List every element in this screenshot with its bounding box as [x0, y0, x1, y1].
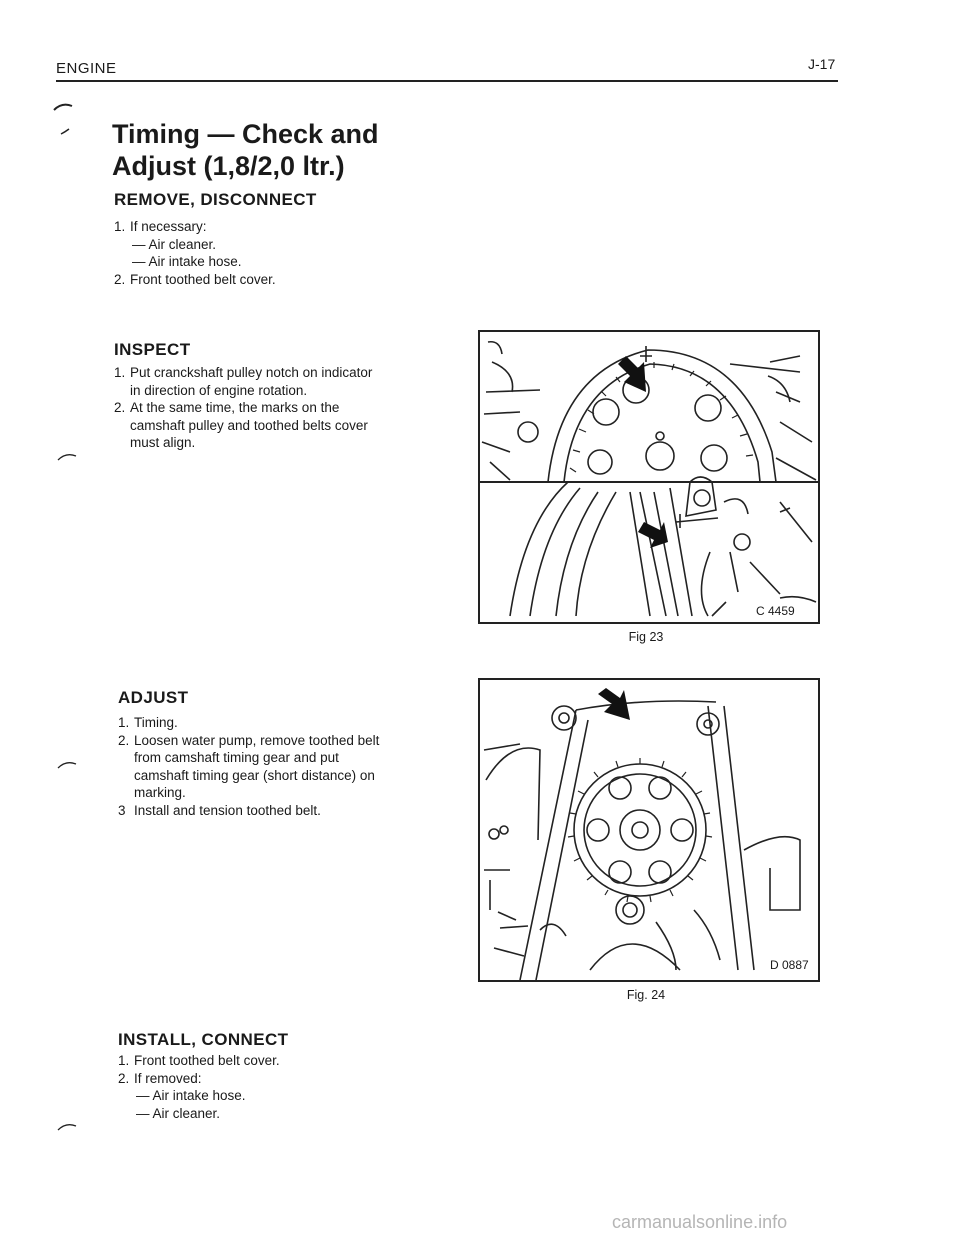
margin-mark-1	[52, 102, 74, 112]
inspect-list	[114, 364, 444, 452]
list-subitem: — Air cleaner.	[132, 236, 217, 252]
margin-mark-4	[56, 760, 78, 770]
list-item: 2. If removed:	[118, 1070, 202, 1086]
header-rule	[56, 80, 838, 82]
list-item: 1. Front toothed belt cover.	[118, 1053, 280, 1068]
list-item: 3 Install and tension toothed belt.	[118, 802, 321, 818]
page-number: J-17	[808, 56, 836, 72]
page-title-line-1: Timing — Check and	[112, 119, 379, 149]
adjust-list	[118, 714, 448, 819]
remove-list	[114, 218, 434, 288]
margin-mark-5	[56, 1122, 78, 1132]
list-item: 1. Timing.	[118, 715, 178, 730]
figure-23	[478, 330, 820, 624]
list-subitem: — Air cleaner.	[136, 1105, 221, 1121]
running-header-section: ENGINE	[56, 60, 117, 77]
figure-24-code: D 0887	[770, 958, 809, 972]
install-list	[118, 1052, 438, 1122]
page-title	[112, 118, 379, 182]
list-subitem: — Air intake hose.	[132, 254, 242, 269]
page-title-line-2: Adjust (1,8/2,0 ltr.)	[112, 151, 345, 181]
margin-mark-2	[60, 128, 70, 136]
figure-24-caption: Fig. 24	[626, 988, 666, 1002]
watermark: carmanualsonline.info	[612, 1212, 788, 1232]
list-item: 2. Loosen water pump, remove toothed belt from camshaft timing gear and put camshaft timing gear (short distance) on marking.	[118, 732, 380, 800]
list-item: 1. If necessary:	[114, 219, 207, 234]
crankshaft-camshaft-illustration	[480, 332, 818, 622]
inspect-heading: INSPECT	[114, 340, 191, 359]
camshaft-gear-illustration	[480, 680, 818, 980]
list-item: 2. At the same time, the marks on the camshaft pulley and toothed belts cover must align.	[114, 400, 368, 450]
list-item: 2. Front toothed belt cover.	[114, 271, 276, 287]
list-subitem: — Air intake hose.	[136, 1088, 246, 1103]
install-heading: INSTALL, CONNECT	[118, 1030, 289, 1049]
figure-23-code: C 4459	[756, 604, 795, 618]
margin-mark-3	[56, 452, 78, 462]
list-item: 1. Put cranckshaft pulley notch on indicator in direction of engine rotation.	[114, 365, 373, 398]
adjust-heading: ADJUST	[118, 688, 189, 707]
figure-24	[478, 678, 820, 982]
remove-heading: REMOVE, DISCONNECT	[114, 190, 317, 209]
figure-23-caption: Fig 23	[628, 630, 664, 644]
